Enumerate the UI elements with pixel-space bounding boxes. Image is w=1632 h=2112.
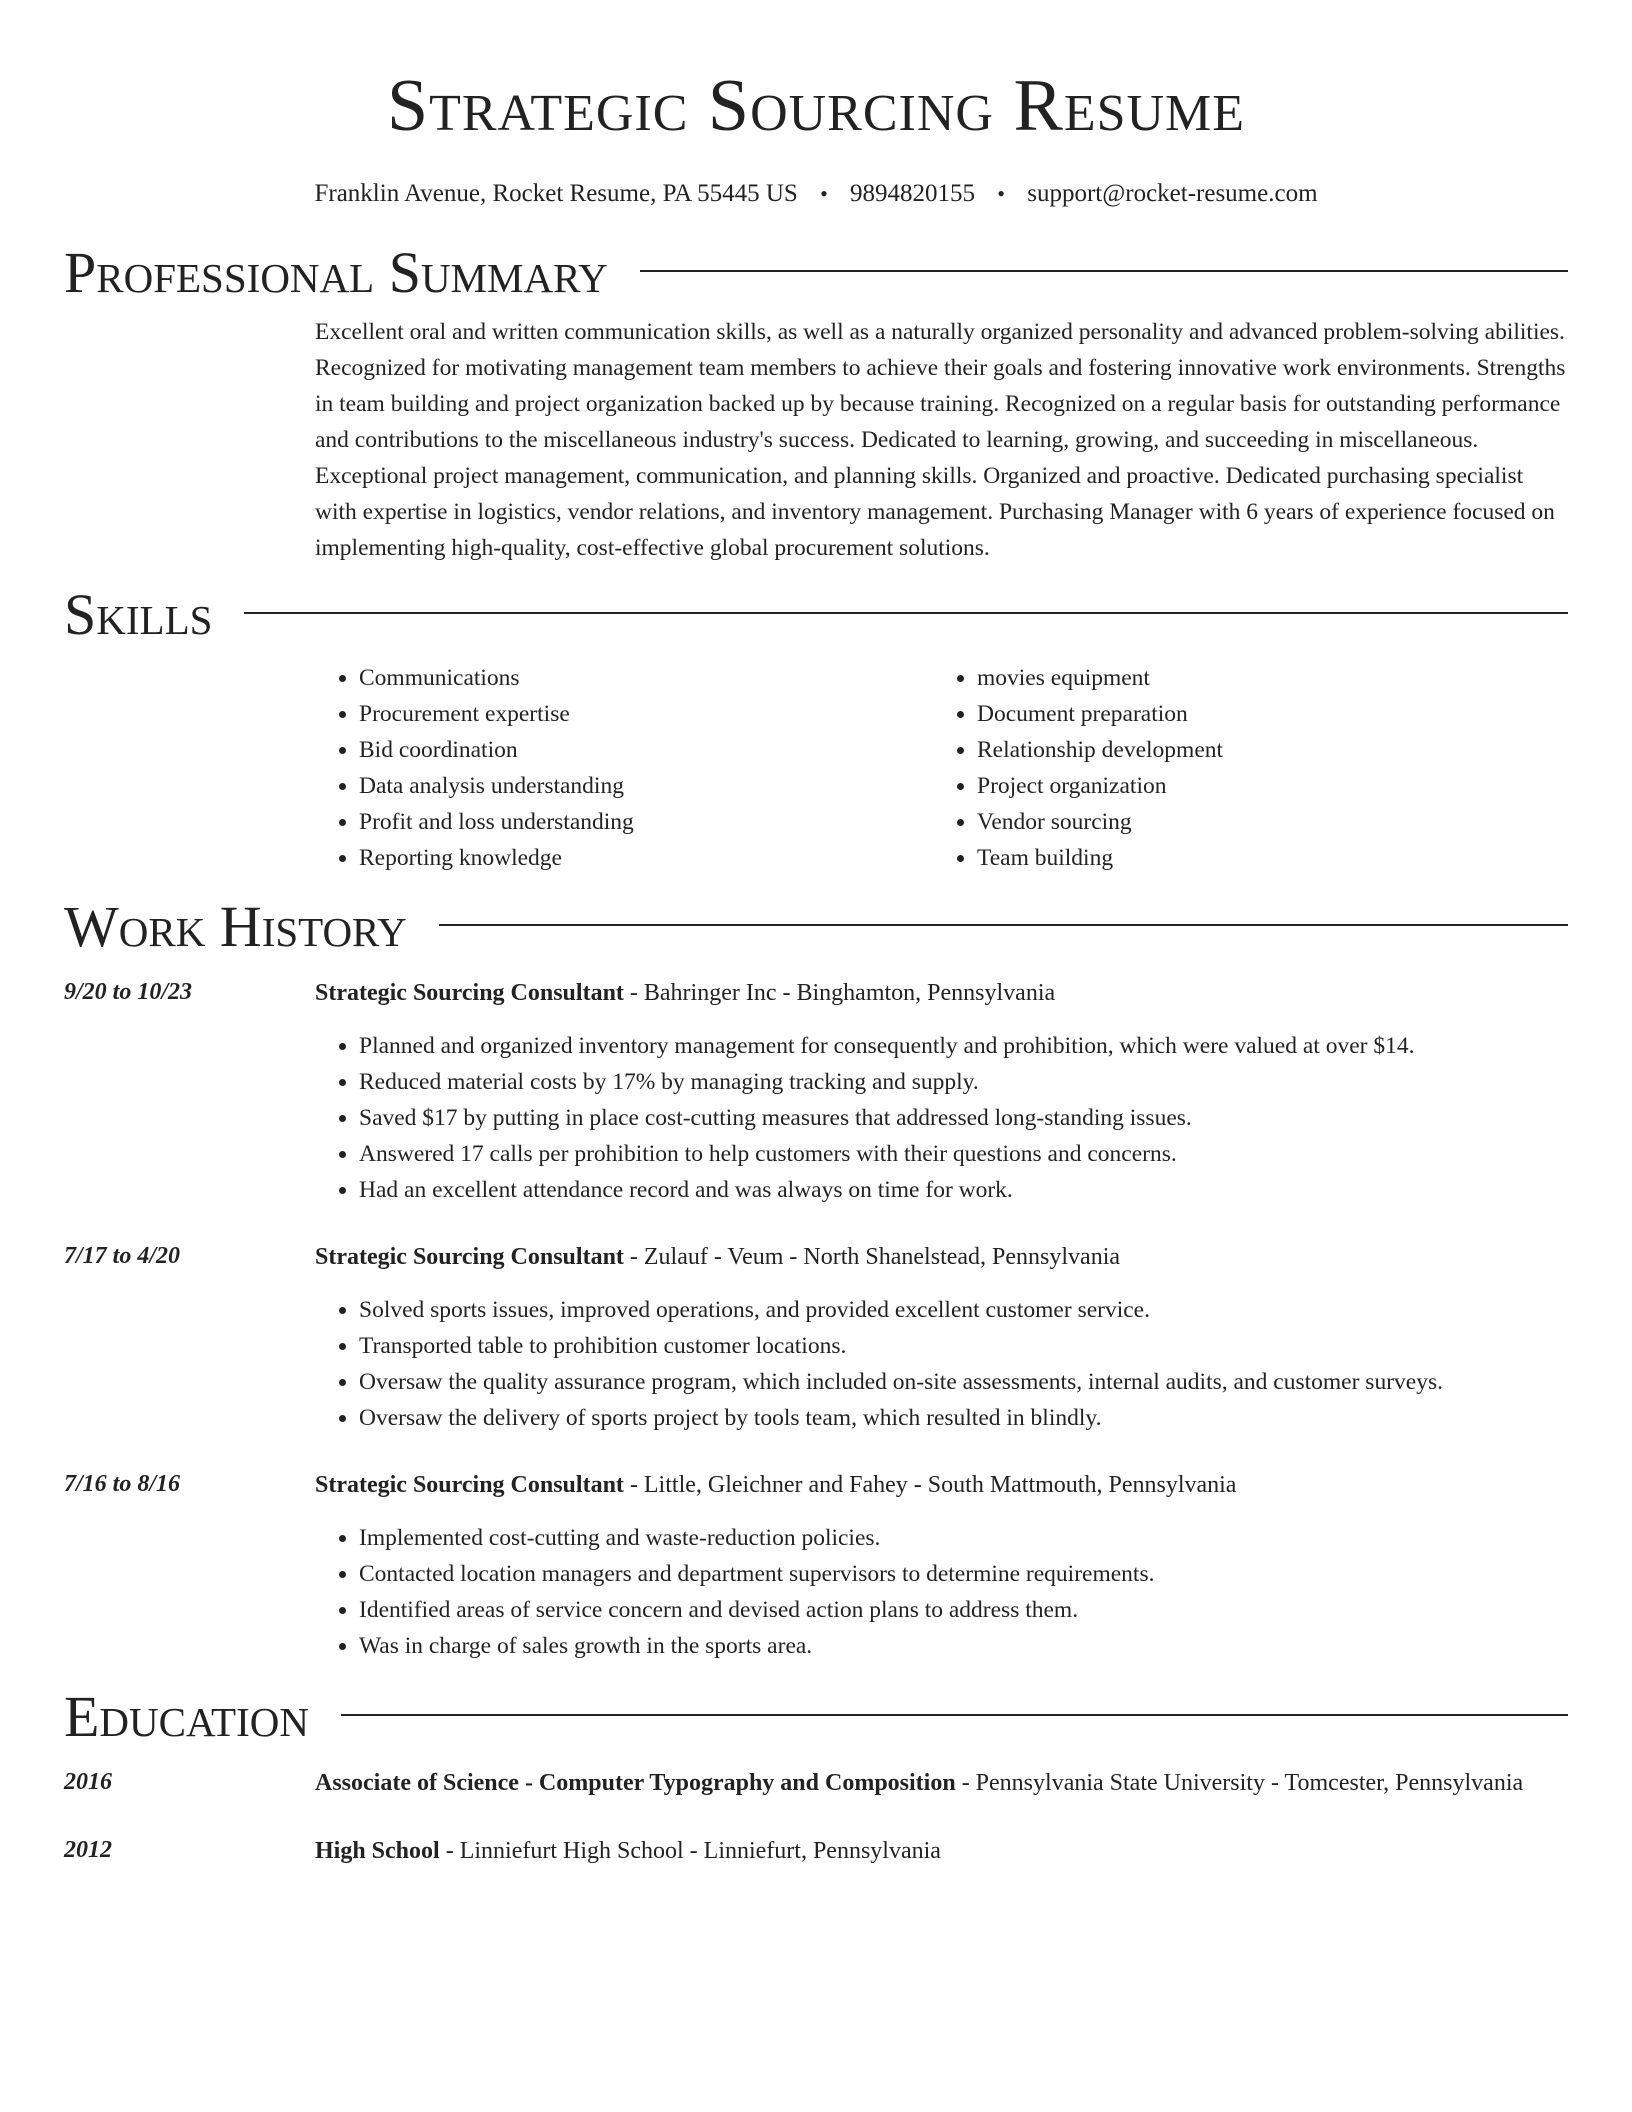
separator-dot: • xyxy=(997,181,1005,206)
email: support@rocket-resume.com xyxy=(1027,180,1318,207)
education-section-title: Education xyxy=(64,1684,309,1749)
skills-column-left xyxy=(315,660,933,876)
job-title: Strategic Sourcing Consultant xyxy=(315,980,624,1006)
section-divider xyxy=(244,612,1568,614)
job-entry xyxy=(64,974,1568,1208)
skill-item: • Data analysis understanding xyxy=(359,768,933,804)
duty-item: • Reduced material costs by 17% by managing tracking and supply. xyxy=(359,1064,1568,1100)
skill-item: • Team building xyxy=(977,840,1551,876)
skills-column-right xyxy=(933,660,1551,876)
job-employer: - Zulauf - Veum - North Shanelstead, Pennsylvania xyxy=(623,1244,1121,1270)
summary-section-title: Professional Summary xyxy=(64,240,608,305)
skill-item: • Reporting knowledge xyxy=(359,840,933,876)
duty-item: • Contacted location managers and department supervisors to determine requirements. xyxy=(359,1556,1568,1592)
skill-item: • Project organization xyxy=(977,768,1551,804)
job-dates: 7/17 to 4/20 xyxy=(64,1243,181,1269)
duty-item: • Implemented cost-cutting and waste-reduction policies. xyxy=(359,1520,1568,1556)
duty-item: • Oversaw the quality assurance program, which included on-site assessments, internal audits, and customer surveys. xyxy=(359,1364,1568,1400)
job-title: Strategic Sourcing Consultant xyxy=(315,1472,624,1498)
skill-item: • Relationship development xyxy=(977,732,1551,768)
job-title: Strategic Sourcing Consultant xyxy=(315,1244,624,1270)
skill-item: • Document preparation xyxy=(977,696,1551,732)
job-heading xyxy=(315,1238,1568,1276)
job-duties xyxy=(315,1292,1568,1436)
duty-item: • Was in charge of sales growth in the sports area. xyxy=(359,1628,1568,1664)
duty-item: • Answered 17 calls per prohibition to help customers with their questions and concerns. xyxy=(359,1136,1568,1172)
section-divider xyxy=(341,1714,1568,1716)
education-body xyxy=(315,1764,1568,1802)
education-section-header xyxy=(64,1684,1568,1750)
job-entry xyxy=(64,1466,1568,1664)
duty-item: • Transported table to prohibition customer locations. xyxy=(359,1328,1568,1364)
skill-item: • movies equipment xyxy=(977,660,1551,696)
job-dates: 9/20 to 10/23 xyxy=(64,979,193,1005)
job-duties xyxy=(315,1028,1568,1208)
job-employer: - Bahringer Inc - Binghamton, Pennsylvania xyxy=(623,980,1056,1006)
phone: 9894820155 xyxy=(850,180,976,207)
education-entry xyxy=(64,1764,1568,1802)
skills-section-header xyxy=(64,582,1568,648)
duty-item: • Oversaw the delivery of sports project by tools team, which resulted in blindly. xyxy=(359,1400,1568,1436)
education-year: 2012 xyxy=(64,1837,112,1863)
job-employer: - Little, Gleichner and Fahey - South Mattmouth, Pennsylvania xyxy=(623,1472,1237,1498)
degree-title: High School xyxy=(315,1838,440,1864)
school-details: - Linniefurt High School - Linniefurt, Pennsylvania xyxy=(439,1838,941,1864)
address: Franklin Avenue, Rocket Resume, PA 55445 US xyxy=(314,180,798,207)
job-heading xyxy=(315,974,1568,1012)
education-body xyxy=(315,1832,1568,1870)
education-entry xyxy=(64,1832,1568,1870)
section-divider xyxy=(439,924,1568,926)
skill-item: • Profit and loss understanding xyxy=(359,804,933,840)
contact-line xyxy=(64,178,1568,210)
job-body xyxy=(315,1466,1568,1664)
degree-title: Associate of Science - Computer Typography and Composition xyxy=(315,1770,956,1796)
duty-item: • Solved sports issues, improved operations, and provided excellent customer service. xyxy=(359,1292,1568,1328)
job-body xyxy=(315,974,1568,1208)
skill-item: • Procurement expertise xyxy=(359,696,933,732)
work-section-header xyxy=(64,894,1568,960)
resume-page xyxy=(64,0,1568,1870)
skill-item: • Bid coordination xyxy=(359,732,933,768)
separator-dot: • xyxy=(820,181,828,206)
duty-item: • Planned and organized inventory management for consequently and prohibition, which were valued at over $14. xyxy=(359,1028,1568,1064)
resume-title: Strategic Sourcing Resume xyxy=(386,65,1246,147)
summary-content xyxy=(315,314,1568,566)
skills-list xyxy=(315,660,1568,876)
skill-item: • Vendor sourcing xyxy=(977,804,1551,840)
job-dates: 7/16 to 8/16 xyxy=(64,1471,181,1497)
summary-section-header xyxy=(64,240,1568,306)
duty-item: • Saved $17 by putting in place cost-cutting measures that addressed long-standing issues. xyxy=(359,1100,1568,1136)
duty-item: • Identified areas of service concern and devised action plans to address them. xyxy=(359,1592,1568,1628)
duty-item: • Had an excellent attendance record and was always on time for work. xyxy=(359,1172,1568,1208)
skill-item: • Communications xyxy=(359,660,933,696)
job-entry xyxy=(64,1238,1568,1436)
section-divider xyxy=(640,270,1568,272)
education-year: 2016 xyxy=(64,1769,112,1795)
school-details: - Pennsylvania State University - Tomcester, Pennsylvania xyxy=(955,1770,1524,1796)
summary-text: Excellent oral and written communication skills, as well as a naturally organized personality and advanced problem-solving abilities. Recognized for motivating management team members to achieve their goals and fostering innovative work environments. Strengths in team building and project organization backed up by because training. Recognized on a regular basis for outstanding performance and contributions to the miscellaneous industry's success. Dedicated to learning, growing, and succeeding in miscellaneous. Exceptional project management, communication, and planning skills. Organized and proactive. Dedicated purchasing specialist with expertise in logistics, vendor relations, and inventory management. Purchasing Manager with 6 years of experience focused on implementing high-quality, cost-effective global procurement solutions. xyxy=(315,319,1566,561)
job-duties xyxy=(315,1520,1568,1664)
skills-section-title: Skills xyxy=(64,582,213,647)
job-body xyxy=(315,1238,1568,1436)
job-heading xyxy=(315,1466,1568,1504)
work-section-title: Work History xyxy=(64,894,407,959)
